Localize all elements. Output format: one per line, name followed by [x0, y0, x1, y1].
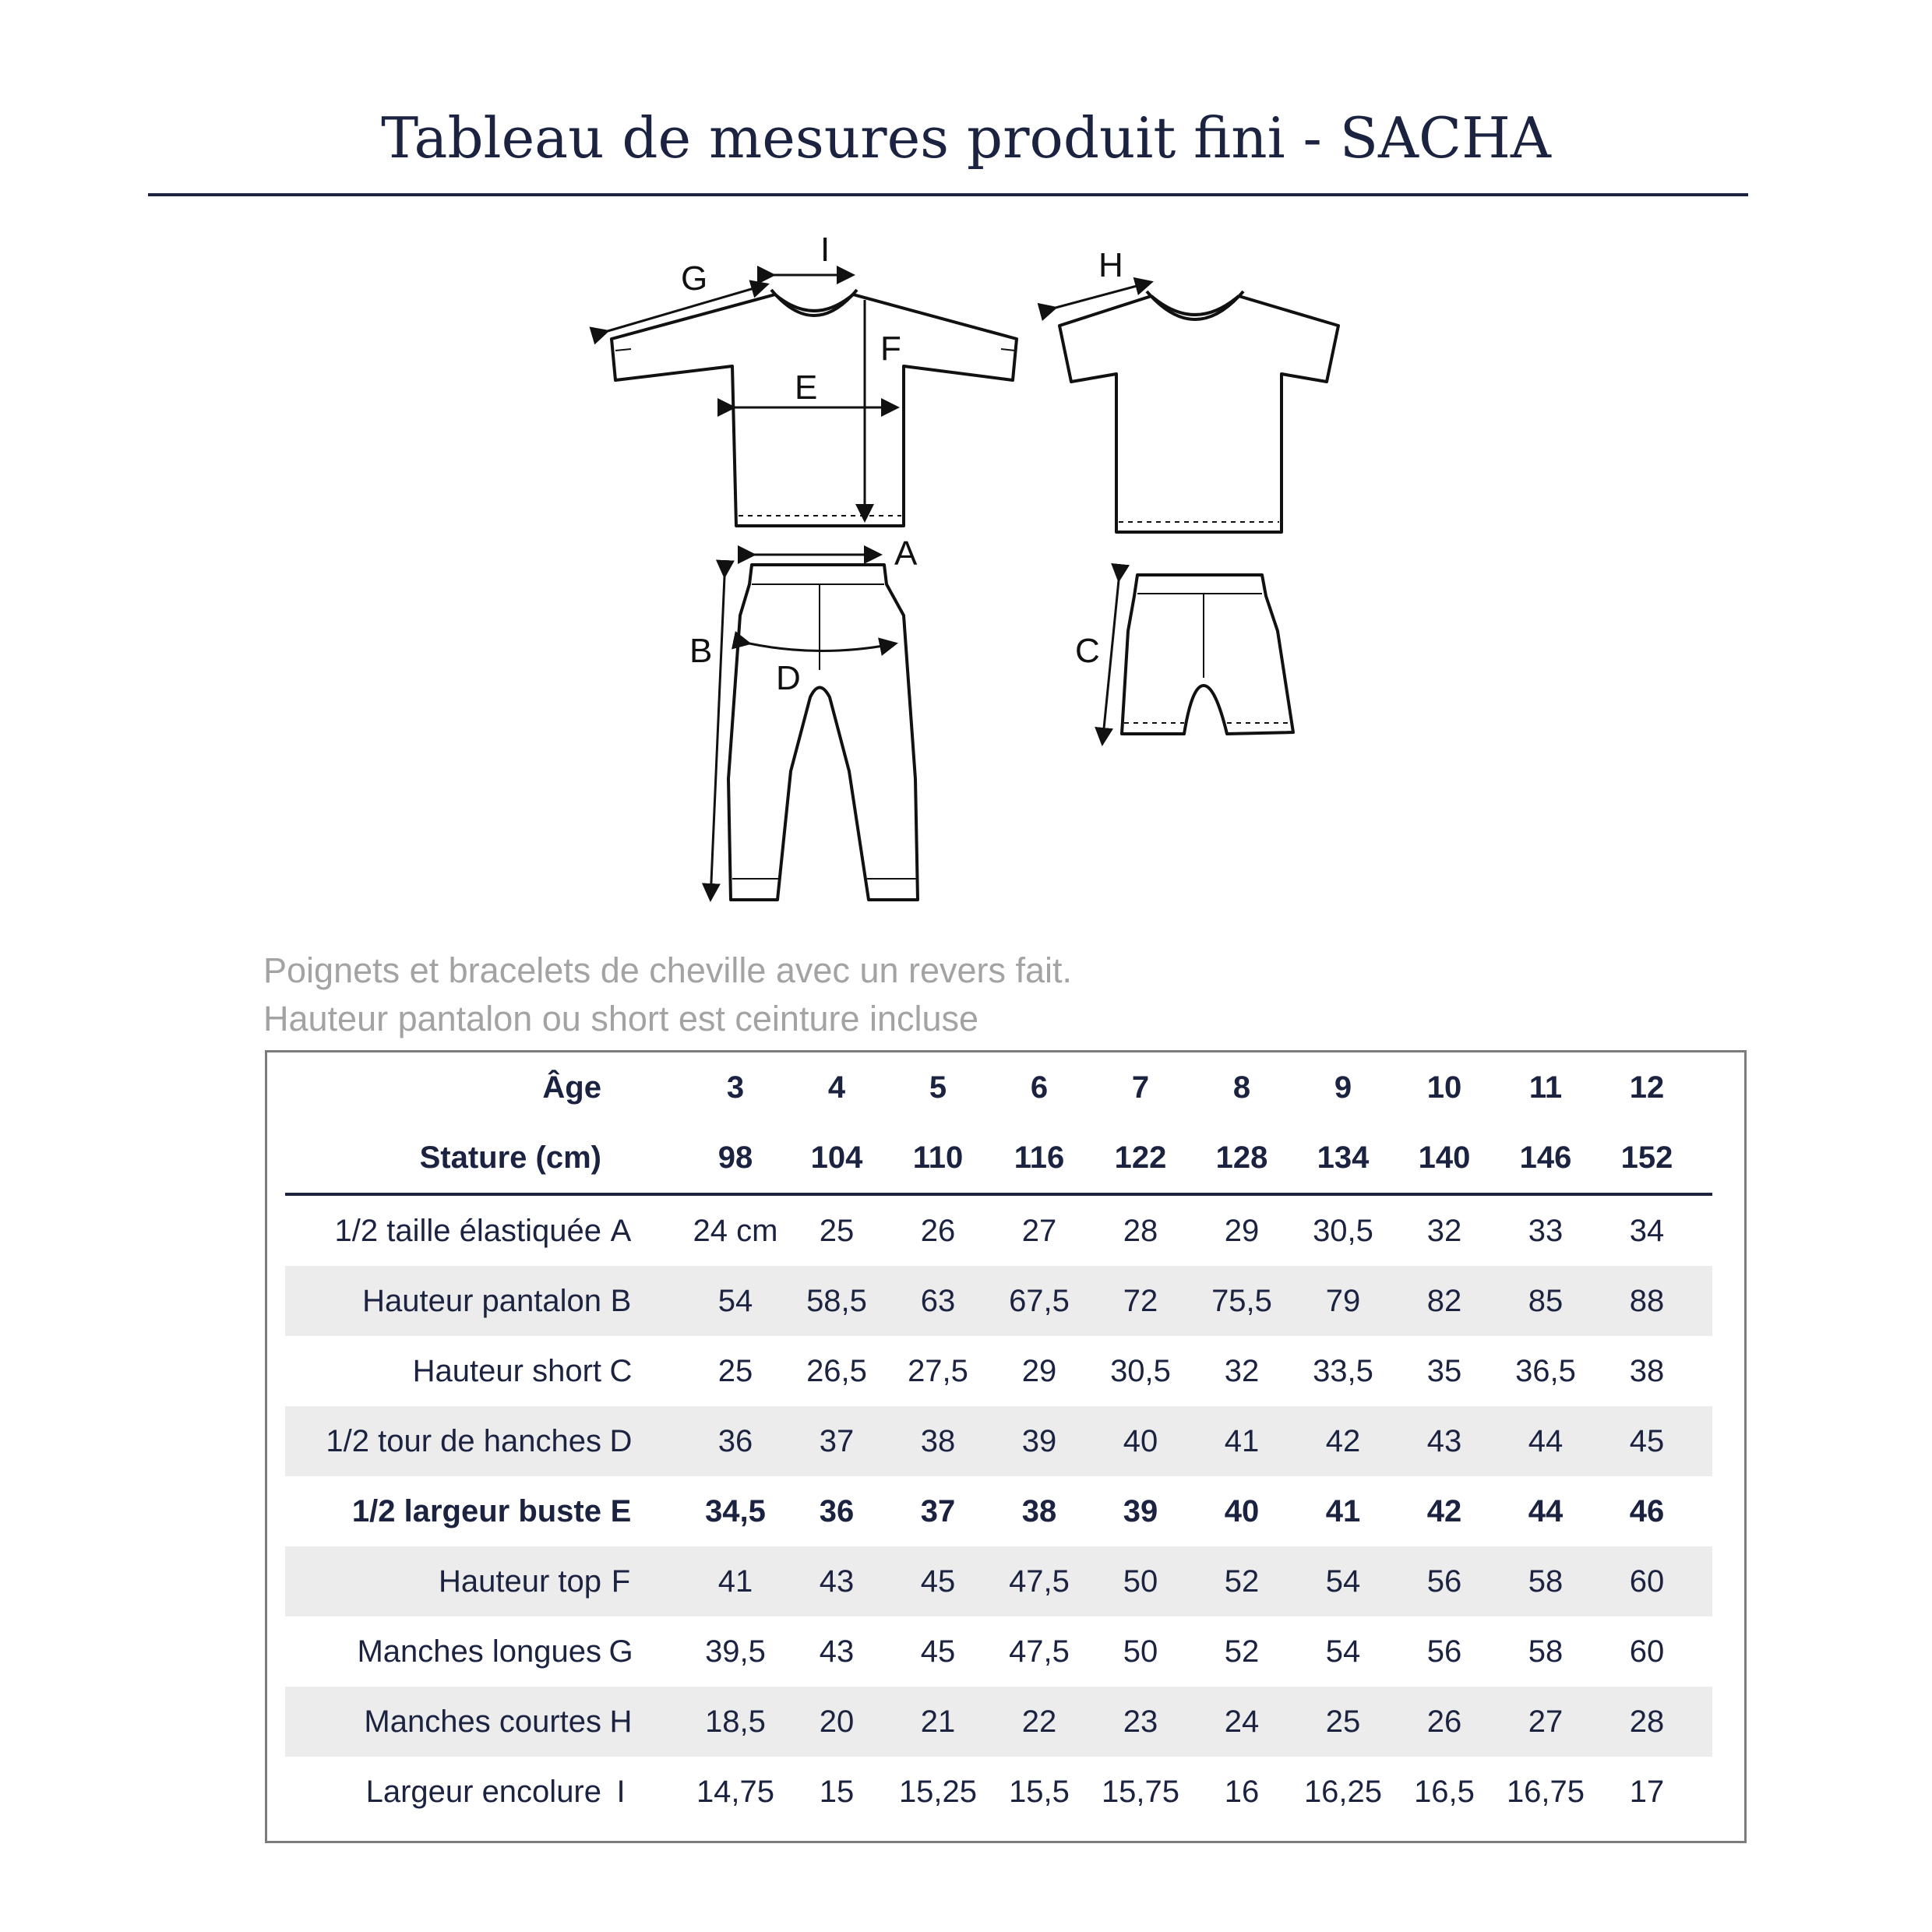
stature-cell: 110	[912, 1141, 964, 1175]
table-cell: 37	[819, 1424, 855, 1458]
row-label: Manches longues	[357, 1634, 601, 1669]
table-cell: 24	[1224, 1705, 1260, 1739]
table-cell: 37	[920, 1494, 956, 1528]
table-row	[285, 1336, 1712, 1406]
table-cell: 85	[1528, 1284, 1564, 1318]
row-label: 1/2 taille élastiquée	[334, 1214, 601, 1248]
stature-cell: 116	[1014, 1141, 1065, 1175]
row-code: I	[616, 1775, 626, 1809]
table-cell: 42	[1426, 1494, 1462, 1528]
row-code: H	[609, 1705, 633, 1739]
table-cell: 33,5	[1313, 1354, 1373, 1388]
table-cell: 39,5	[705, 1634, 766, 1669]
table-cell: 21	[920, 1705, 956, 1739]
stature-cell: 152	[1620, 1141, 1673, 1175]
label-F: F	[880, 330, 901, 368]
row-label: 1/2 tour de hanches	[326, 1424, 601, 1458]
header-row-stature	[285, 1123, 1712, 1193]
age-cell: 10	[1426, 1070, 1462, 1105]
table-cell: 82	[1426, 1284, 1462, 1318]
note-height: Hauteur pantalon ou short est ceinture incluse	[263, 999, 979, 1038]
table-cell: 44	[1528, 1424, 1564, 1458]
table-cell: 28	[1629, 1705, 1665, 1739]
table-cell: 56	[1426, 1564, 1462, 1599]
header-age-label: Âge	[542, 1070, 601, 1105]
label-A: A	[894, 534, 918, 573]
label-B: B	[689, 632, 713, 670]
label-I: I	[820, 231, 830, 269]
row-label: 1/2 largeur buste	[351, 1494, 601, 1528]
age-cell: 4	[827, 1070, 846, 1105]
table-cell: 54	[1325, 1634, 1361, 1669]
table-cell: 38	[1629, 1354, 1665, 1388]
table-cell: 54	[1325, 1564, 1361, 1599]
table-cell: 46	[1629, 1494, 1665, 1528]
table-cell: 27	[1021, 1214, 1057, 1248]
table-cell: 75,5	[1211, 1284, 1272, 1318]
table-cell: 50	[1123, 1634, 1158, 1669]
row-label: Hauteur pantalon	[362, 1284, 601, 1318]
short-sleeve-top-sketch	[1059, 291, 1338, 532]
table-cell: 41	[717, 1564, 753, 1599]
table-cell: 14,75	[696, 1775, 775, 1809]
label-C: C	[1075, 632, 1100, 670]
table-cell: 39	[1123, 1494, 1158, 1528]
age-cell: 5	[929, 1070, 947, 1105]
table-row	[285, 1406, 1712, 1476]
age-cell: 12	[1629, 1070, 1665, 1105]
age-cell: 6	[1030, 1070, 1049, 1105]
table-cell: 79	[1325, 1284, 1361, 1318]
table-cell: 15,25	[898, 1775, 978, 1809]
table-cell: 35	[1426, 1354, 1462, 1388]
stature-cell: 134	[1317, 1141, 1370, 1175]
stature-cell: 146	[1519, 1141, 1572, 1175]
table-row	[285, 1196, 1712, 1266]
row-code: A	[610, 1214, 632, 1248]
table-cell: 29	[1224, 1214, 1260, 1248]
table-cell: 56	[1426, 1634, 1462, 1669]
table-cell: 52	[1224, 1634, 1260, 1669]
table-cell: 16,5	[1414, 1775, 1475, 1809]
table-cell: 41	[1224, 1424, 1260, 1458]
table-row	[285, 1476, 1712, 1546]
table-cell: 43	[819, 1634, 855, 1669]
header-row-age	[285, 1052, 1712, 1123]
garment-sketches	[0, 0, 1932, 935]
table-cell: 47,5	[1009, 1634, 1070, 1669]
table-cell: 30,5	[1313, 1214, 1373, 1248]
stature-cell: 104	[810, 1141, 863, 1175]
table-cell: 17	[1629, 1775, 1665, 1809]
table-cell: 44	[1528, 1494, 1564, 1528]
table-cell: 22	[1021, 1705, 1057, 1739]
table-cell: 28	[1123, 1214, 1158, 1248]
table-cell: 36,5	[1515, 1354, 1576, 1388]
row-label: Hauteur top	[438, 1564, 601, 1599]
table-cell: 60	[1629, 1564, 1665, 1599]
table-cell: 47,5	[1009, 1564, 1070, 1599]
table-cell: 58,5	[806, 1284, 867, 1318]
table-cell: 25	[1325, 1705, 1361, 1739]
header-stature-label: Stature (cm)	[419, 1141, 601, 1175]
table-cell: 50	[1123, 1564, 1158, 1599]
table-cell: 26	[1426, 1705, 1462, 1739]
stature-cell: 98	[717, 1141, 753, 1175]
table-cell: 20	[819, 1705, 855, 1739]
label-E: E	[795, 368, 818, 407]
table-cell: 18,5	[705, 1705, 766, 1739]
label-H: H	[1098, 246, 1123, 284]
table-cell: 41	[1325, 1494, 1361, 1528]
table-cell: 45	[920, 1634, 956, 1669]
table-cell: 45	[1629, 1424, 1665, 1458]
table-cell: 24 cm	[693, 1214, 778, 1248]
table-cell: 16,25	[1303, 1775, 1383, 1809]
table-cell: 58	[1528, 1634, 1564, 1669]
table-row	[285, 1266, 1712, 1336]
table-cell: 43	[1426, 1424, 1462, 1458]
table-cell: 88	[1629, 1284, 1665, 1318]
table-cell: 26,5	[806, 1354, 867, 1388]
note-cuffs: Poignets et bracelets de cheville avec un revers fait.	[263, 950, 1073, 990]
table-cell: 27	[1528, 1705, 1564, 1739]
table-cell: 40	[1123, 1424, 1158, 1458]
row-code: D	[609, 1424, 633, 1458]
table-cell: 52	[1224, 1564, 1260, 1599]
table-cell: 38	[1021, 1494, 1057, 1528]
table-cell: 30,5	[1110, 1354, 1171, 1388]
table-cell: 36	[819, 1494, 855, 1528]
table-row	[285, 1616, 1712, 1687]
table-cell: 54	[717, 1284, 753, 1318]
table-cell: 27,5	[908, 1354, 968, 1388]
row-label: Largeur encolure	[365, 1775, 601, 1809]
table-cell: 63	[920, 1284, 956, 1318]
table-cell: 58	[1528, 1564, 1564, 1599]
table-row	[285, 1757, 1712, 1827]
table-cell: 40	[1224, 1494, 1260, 1528]
table-cell: 26	[920, 1214, 956, 1248]
table-cell: 42	[1325, 1424, 1361, 1458]
age-cell: 9	[1334, 1070, 1352, 1105]
table-cell: 38	[920, 1424, 956, 1458]
table-cell: 67,5	[1009, 1284, 1070, 1318]
table-cell: 60	[1629, 1634, 1665, 1669]
table-cell: 43	[819, 1564, 855, 1599]
table-cell: 29	[1021, 1354, 1057, 1388]
row-code: C	[609, 1354, 633, 1388]
table-row	[285, 1687, 1712, 1757]
age-cell: 8	[1232, 1070, 1251, 1105]
table-cell: 72	[1123, 1284, 1158, 1318]
table-cell: 34,5	[705, 1494, 766, 1528]
table-cell: 15,5	[1009, 1775, 1070, 1809]
row-code: B	[610, 1284, 632, 1318]
table-cell: 15,75	[1101, 1775, 1180, 1809]
table-cell: 15	[819, 1775, 855, 1809]
age-cell: 11	[1528, 1070, 1563, 1105]
table-cell: 16,75	[1506, 1775, 1585, 1809]
stature-cell: 128	[1215, 1141, 1268, 1175]
measurements-table	[265, 1050, 1747, 1843]
table-cell: 25	[819, 1214, 855, 1248]
table-cell: 16	[1224, 1775, 1260, 1809]
table-cell: 25	[717, 1354, 753, 1388]
table-cell: 45	[920, 1564, 956, 1599]
table-cell: 32	[1426, 1214, 1462, 1248]
trousers-sketch	[728, 565, 918, 900]
label-G: G	[681, 259, 708, 298]
table-cell: 33	[1528, 1214, 1564, 1248]
age-cell: 7	[1131, 1070, 1150, 1105]
row-label: Manches courtes	[364, 1705, 601, 1739]
table-cell: 39	[1021, 1424, 1057, 1458]
page-title: Tableau de mesures produit fini - SACHA	[381, 105, 1551, 171]
table-row	[285, 1546, 1712, 1616]
table-cell: 34	[1629, 1214, 1665, 1248]
stature-cell: 122	[1114, 1141, 1167, 1175]
stature-cell: 140	[1418, 1141, 1471, 1175]
table-cell: 32	[1224, 1354, 1260, 1388]
row-code: F	[611, 1564, 631, 1599]
table-cell: 36	[717, 1424, 753, 1458]
age-cell: 3	[726, 1070, 745, 1105]
table-cell: 23	[1123, 1705, 1158, 1739]
label-D: D	[776, 659, 801, 697]
row-code: G	[608, 1634, 633, 1669]
row-code: E	[610, 1494, 632, 1528]
shorts-sketch	[1122, 575, 1293, 734]
row-label: Hauteur short	[412, 1354, 601, 1388]
